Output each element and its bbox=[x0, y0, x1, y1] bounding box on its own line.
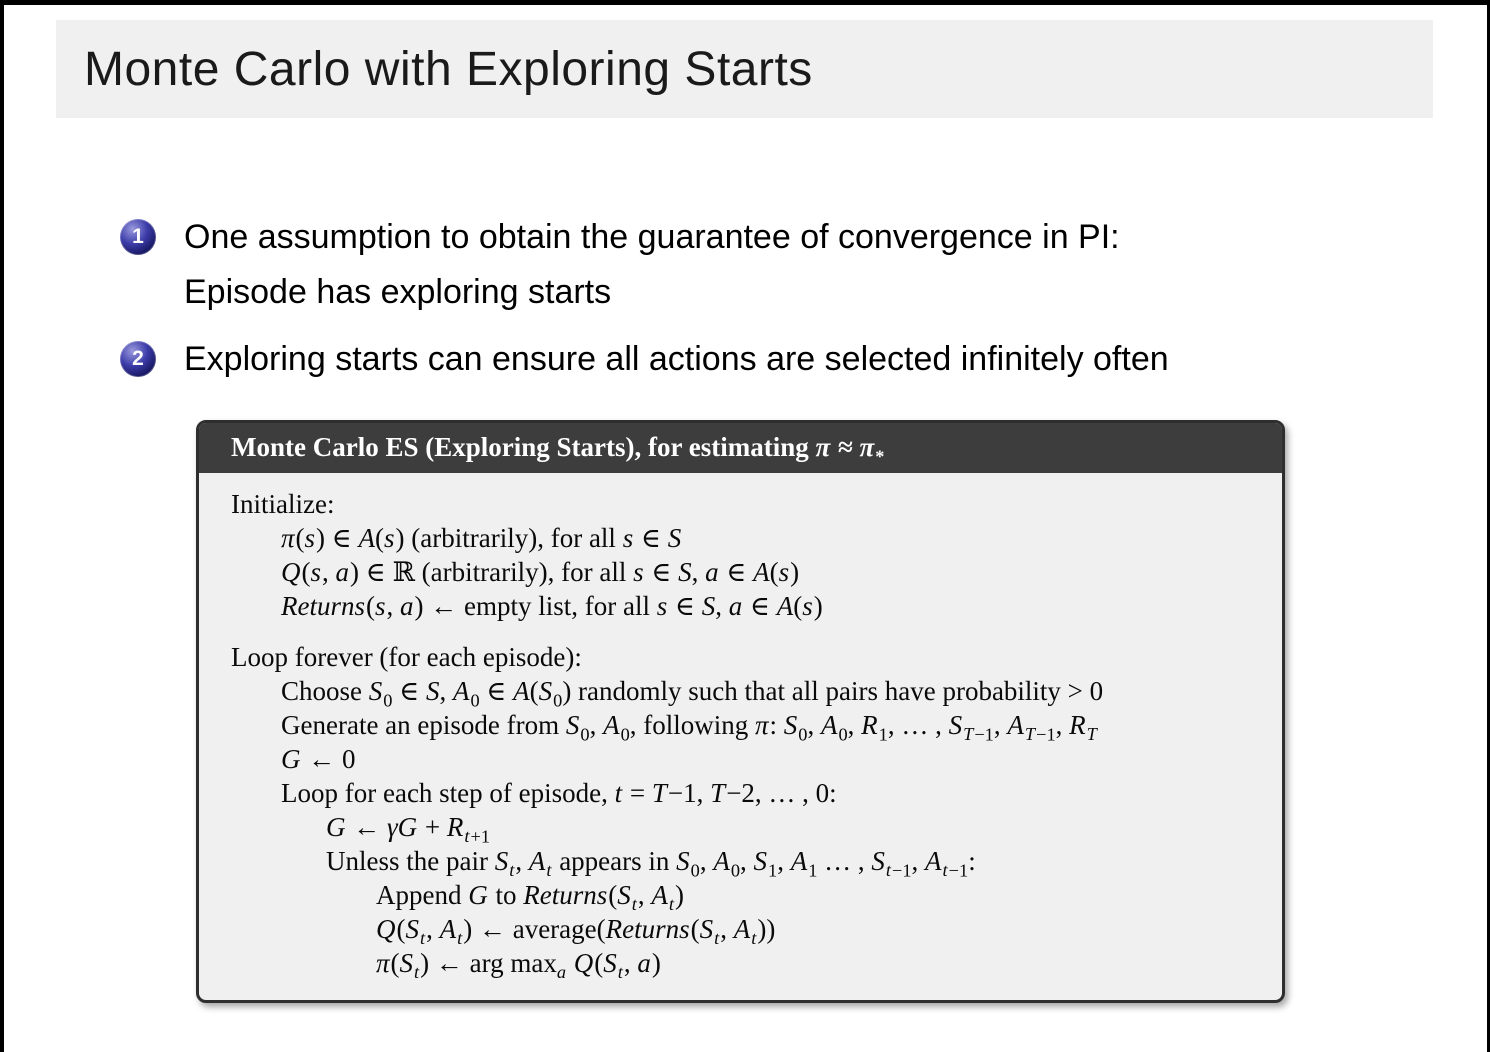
page-title: Monte Carlo with Exploring Starts bbox=[84, 42, 813, 96]
bullet-line: Episode has exploring starts bbox=[184, 273, 612, 311]
bullet-line: One assumption to obtain the guarantee of convergence in PI: bbox=[184, 218, 1120, 256]
algorithm-line: Loop forever (for each episode): bbox=[231, 642, 582, 672]
algorithm-line: Returns(s, a) ← empty list, for all s ∈ S, a ∈ A(s) bbox=[281, 591, 823, 621]
algorithm-line: Choose $S_0$ ∈ S, $A_0$ ∈ $A(S_0)$ randomly such that all pairs have probability > 0 bbox=[281, 676, 1104, 711]
slide-title-bar bbox=[56, 20, 1433, 118]
algorithm-line: $\pi(S_t)$ ← arg $\max_a Q(S_t$, a) bbox=[376, 948, 661, 983]
algorithm-line: Initialize: bbox=[231, 489, 335, 519]
algorithm-line: Q(s, a) ∈ ℝ (arbitrarily), for all s ∈ S, a ∈ A(s) bbox=[281, 557, 800, 587]
bullet-number-badge: 2 bbox=[120, 341, 156, 377]
algorithm-line: G ← 0 bbox=[281, 744, 356, 774]
bullet-item-2 bbox=[120, 332, 1169, 387]
bullet-line: Exploring starts can ensure all actions are selected infinitely often bbox=[184, 340, 1169, 378]
bullet-text bbox=[184, 332, 1169, 387]
algorithm-line: $Q(S_t$, $A_t$) ← $average(Returns(S_t$, $A_t$)) bbox=[376, 914, 776, 949]
bullet-number-badge: 1 bbox=[120, 219, 156, 255]
algorithm-pseudocode bbox=[199, 473, 1282, 983]
slide bbox=[4, 5, 1487, 1052]
bullet-item-1 bbox=[120, 210, 1120, 320]
algorithm-line: G ← $\gamma G + R_{t+1}$ bbox=[326, 812, 491, 847]
algorithm-line: Append G to $Returns(S_t$, $A_t$) bbox=[376, 880, 684, 915]
algorithm-block-title: Monte Carlo ES (Exploring Starts), for estimating $\pi \approx \pi_*$ bbox=[199, 423, 1282, 473]
algorithm-line: π(s) ∈ A(s) (arbitrarily), for all s ∈ S bbox=[281, 523, 682, 553]
algorithm-line: Unless the pair $S_t$, $A_t$ appears in $S_0$, $A_0$, $S_1$, $A_1$ … , $S_{t-1}$, $A_{t-1}$: bbox=[326, 846, 976, 881]
algorithm-line: Generate an episode from $S_0$, $A_0$, following π: $S_0$, $A_0$, $R_1$, … , $S_{T-1}$, $A_{T-1}$, $R_T$ bbox=[281, 710, 1097, 745]
algorithm-line: Loop for each step of episode, t = T−1, T−2, … , 0: bbox=[281, 778, 837, 808]
algorithm-block bbox=[196, 420, 1285, 1003]
bullet-text bbox=[184, 210, 1120, 320]
